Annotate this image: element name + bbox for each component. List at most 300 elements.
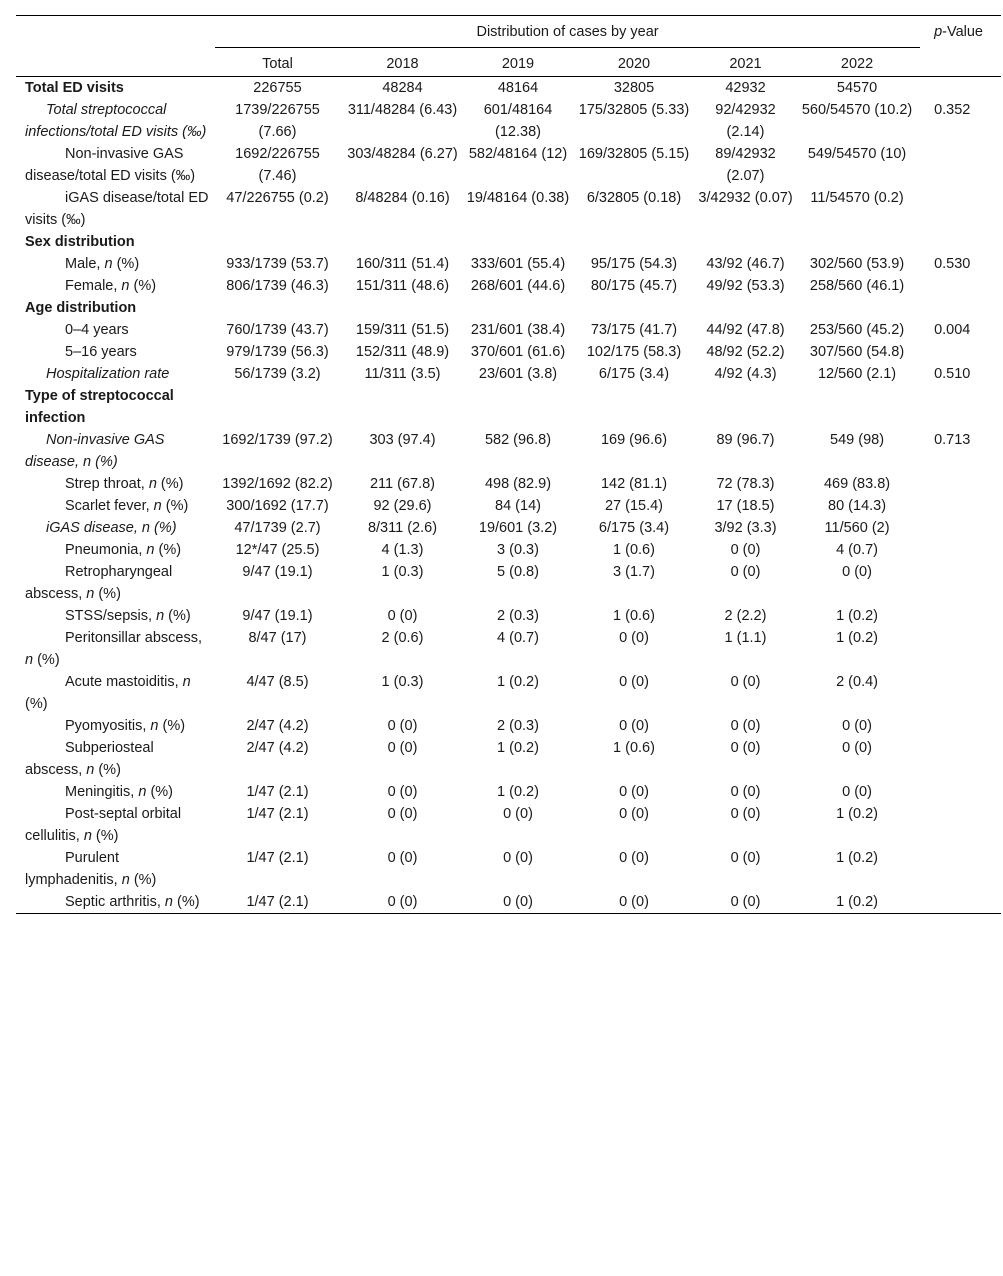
cell-value: 2/47 (4.2) xyxy=(246,740,309,756)
table-row xyxy=(16,803,1001,847)
cell-value: 44/92 (47.8) xyxy=(706,322,785,338)
row-label xyxy=(16,143,215,187)
cell-value: 303 (97.4) xyxy=(369,432,436,448)
cell-value: 47/226755 (0.2) xyxy=(226,190,329,206)
cell-value: 72 (78.3) xyxy=(716,476,775,492)
table-row xyxy=(16,143,1001,187)
table-row xyxy=(16,253,1001,275)
cell-value: 27 (15.4) xyxy=(604,498,664,514)
cell-value: 2 (0.6) xyxy=(381,630,424,646)
cell-value: 0 (0) xyxy=(730,806,761,822)
cell-value: 89 (96.7) xyxy=(716,432,775,448)
row-label xyxy=(16,341,215,363)
cell-value: 2 (0.4) xyxy=(836,674,878,690)
col-header-2019: 2019 xyxy=(465,48,571,77)
table-row xyxy=(16,385,1001,429)
cell-pvalue: 0.352 xyxy=(934,102,971,118)
header-blank-2 xyxy=(16,48,215,77)
cell-value: 54570 xyxy=(836,80,878,96)
cell-value: 1/47 (2.1) xyxy=(246,850,309,866)
cell-pvalue xyxy=(920,539,1001,561)
cell-value xyxy=(571,231,697,253)
cell-value xyxy=(340,231,465,253)
cell-value: 23/601 (3.8) xyxy=(478,366,558,382)
row-label-text: Scarlet fever, xyxy=(65,498,154,514)
col-header-2021: 2021 xyxy=(697,48,794,77)
row-label-text: Hospitalization rate xyxy=(46,366,170,382)
cell-pvalue xyxy=(920,77,1001,100)
table-body xyxy=(16,77,1001,914)
row-label-n: n xyxy=(104,256,113,272)
row-label xyxy=(16,275,215,297)
row-label-suffix: (%) xyxy=(91,828,119,844)
cell-value xyxy=(465,231,571,253)
cell-value: 1/47 (2.1) xyxy=(246,784,309,800)
cell-value: 1 (0.6) xyxy=(613,542,655,558)
row-label xyxy=(16,715,215,737)
row-label-text: Purulent lymphadenitis, xyxy=(25,850,122,888)
cell-value: 0 (0) xyxy=(503,850,533,866)
cell-value: 1/47 (2.1) xyxy=(246,806,309,822)
row-label-n: n xyxy=(141,520,150,536)
cell-value: 582 (96.8) xyxy=(484,432,552,448)
cell-value: 160/311 (51.4) xyxy=(355,256,450,272)
cell-value: 226755 xyxy=(253,80,302,96)
table-row xyxy=(16,275,1001,297)
cell-value: 300/1692 (17.7) xyxy=(226,498,329,514)
cell-pvalue: 0.510 xyxy=(934,366,971,382)
cell-value: 3/92 (3.3) xyxy=(714,520,777,536)
row-label-text: Non-invasive GAS disease/total ED visits (‰) xyxy=(25,146,196,184)
table-row xyxy=(16,495,1001,517)
row-label-n: n xyxy=(25,652,34,668)
cell-value xyxy=(794,385,920,429)
row-label-n: n xyxy=(156,608,165,624)
cell-value: 2 (2.2) xyxy=(724,608,767,624)
row-label-n: n xyxy=(83,828,92,844)
row-label-text: Sex distribution xyxy=(25,234,135,250)
cell-value: 0 (0) xyxy=(503,806,533,822)
cell-pvalue xyxy=(920,561,1001,605)
cell-value: 0 (0) xyxy=(730,542,761,558)
cell-value: 1 (0.6) xyxy=(613,740,655,756)
cell-value: 3/42932 (0.07) xyxy=(698,190,793,206)
cell-value: 1392/1692 (82.2) xyxy=(222,476,333,492)
cell-value: 0 (0) xyxy=(730,850,761,866)
cell-value: 47/1739 (2.7) xyxy=(234,520,321,536)
pvalue-italic: p xyxy=(934,24,943,40)
cell-value: 169 (96.6) xyxy=(600,432,668,448)
cell-value: 175/32805 (5.33) xyxy=(578,102,690,118)
cell-value: 0 (0) xyxy=(387,784,418,800)
cell-value: 582/48164 (12) xyxy=(468,146,568,162)
row-label-text: Meningitis, xyxy=(65,784,139,800)
cell-value: 3 (1.7) xyxy=(613,564,655,580)
cell-value: 806/1739 (46.3) xyxy=(226,278,329,294)
cell-value: 211 (67.8) xyxy=(369,476,436,492)
row-label xyxy=(16,539,215,561)
cell-value: 12*/47 (25.5) xyxy=(235,542,320,558)
col-header-2018: 2018 xyxy=(340,48,465,77)
cell-value: 498 (82.9) xyxy=(484,476,552,492)
row-label-n: n xyxy=(121,278,130,294)
cell-value: 11/54570 (0.2) xyxy=(810,190,904,206)
row-label-n: n xyxy=(148,476,157,492)
cell-pvalue xyxy=(920,627,1001,671)
row-label xyxy=(16,187,215,231)
table-row xyxy=(16,517,1001,539)
row-label-n: n xyxy=(146,542,155,558)
cell-value: 84 (14) xyxy=(495,498,541,514)
cell-value: 0 (0) xyxy=(387,806,418,822)
cell-value: 0 (0) xyxy=(340,891,465,914)
table-row xyxy=(16,363,1001,385)
cell-value: 5 (0.8) xyxy=(497,564,539,580)
cell-value: 4 (1.3) xyxy=(381,542,424,558)
cell-value xyxy=(794,231,920,253)
cell-value: 979/1739 (56.3) xyxy=(226,344,329,360)
cell-value: 0 (0) xyxy=(619,718,649,734)
cell-value: 0 (0) xyxy=(619,674,649,690)
cell-value: 560/54570 (10.2) xyxy=(801,102,913,118)
cell-value: 303/48284 (6.27) xyxy=(347,146,458,162)
data-table xyxy=(16,15,1001,914)
cell-value: 1/47 (2.1) xyxy=(215,891,340,914)
row-label-text: STSS/sepsis, xyxy=(65,608,157,624)
row-label-suffix: (%) xyxy=(173,894,200,910)
table-row xyxy=(16,737,1001,781)
cell-value: 268/601 (44.6) xyxy=(470,278,566,294)
cell-value: 0 (0) xyxy=(730,564,761,580)
cell-value: 4/92 (4.3) xyxy=(714,366,777,382)
cell-value: 253/560 (45.2) xyxy=(809,322,905,338)
cell-value: 0 (0) xyxy=(387,850,418,866)
cell-pvalue xyxy=(920,715,1001,737)
cell-value: 159/311 (51.5) xyxy=(355,322,450,338)
cell-value: 1 (0.6) xyxy=(613,608,655,624)
cell-value: 89/42932 (2.07) xyxy=(715,146,776,184)
row-label-text: 0–4 years xyxy=(65,322,129,338)
cell-value: 8/311 (2.6) xyxy=(367,520,438,536)
table-row xyxy=(16,297,1001,319)
cell-value: 0 (0) xyxy=(730,740,761,756)
col-header-2022: 2022 xyxy=(794,48,920,77)
row-label-suffix: (%) xyxy=(161,498,189,514)
row-label xyxy=(16,891,215,914)
cell-pvalue xyxy=(920,847,1001,891)
row-label xyxy=(16,605,215,627)
pvalue-rest: -Value xyxy=(942,24,983,40)
cell-value: 549 (98) xyxy=(830,432,885,448)
cell-value: 0 (0) xyxy=(387,608,418,624)
cell-pvalue xyxy=(920,671,1001,715)
row-label-n: n xyxy=(164,894,173,910)
cell-value: 1739/226755 (7.66) xyxy=(235,102,320,140)
cell-value: 1 (0.2) xyxy=(497,674,539,690)
row-label-text: Strep throat, xyxy=(65,476,149,492)
cell-value: 19/48164 (0.38) xyxy=(466,190,570,206)
row-label xyxy=(16,737,215,781)
cell-value: 2 (0.3) xyxy=(497,608,539,624)
cell-value: 1 (0.2) xyxy=(836,850,878,866)
header-group-label: Distribution of cases by year xyxy=(215,16,920,48)
row-label xyxy=(16,561,215,605)
cell-value: 0 (0) xyxy=(619,806,649,822)
row-label-suffix: (%) xyxy=(129,278,157,294)
row-label-n: n xyxy=(86,586,95,602)
cell-value: 302/560 (53.9) xyxy=(809,256,905,272)
cell-value: 4 (0.7) xyxy=(836,542,878,558)
cell-pvalue xyxy=(920,495,1001,517)
cell-pvalue xyxy=(920,803,1001,847)
cell-value: 0 (0) xyxy=(387,740,418,756)
cell-value: 231/601 (38.4) xyxy=(470,322,566,338)
cell-pvalue xyxy=(920,781,1001,803)
cell-value: 9/47 (19.1) xyxy=(242,564,313,580)
cell-value: 469 (83.8) xyxy=(823,476,891,492)
cell-value: 56/1739 (3.2) xyxy=(234,366,321,382)
cell-value: 3 (0.3) xyxy=(497,542,539,558)
table-row xyxy=(16,231,1001,253)
cell-pvalue xyxy=(920,187,1001,231)
cell-value: 48164 xyxy=(497,80,539,96)
cell-value: 80 (14.3) xyxy=(828,498,887,514)
row-label-suffix: (%) xyxy=(94,762,121,778)
cell-value: 0 (0) xyxy=(619,784,649,800)
cell-value: 17 (18.5) xyxy=(716,498,775,514)
cell-value: 0 (0) xyxy=(619,630,649,646)
row-label-text: Non-invasive GAS disease, xyxy=(25,432,165,470)
cell-pvalue xyxy=(920,297,1001,319)
row-label-n: n xyxy=(153,498,162,514)
col-header-2020: 2020 xyxy=(571,48,697,77)
row-label-text: Septic arthritis, xyxy=(65,894,165,910)
row-label-suffix: (%) xyxy=(94,586,121,602)
cell-value xyxy=(794,297,920,319)
cell-pvalue xyxy=(920,275,1001,297)
row-label xyxy=(16,671,215,715)
table-row xyxy=(16,187,1001,231)
row-label xyxy=(16,781,215,803)
row-label-suffix: (%) xyxy=(112,256,140,272)
cell-value: 370/601 (61.6) xyxy=(470,344,566,360)
cell-value xyxy=(571,385,697,429)
row-label-text: Pneumonia, xyxy=(65,542,147,558)
cell-value: 1692/1739 (97.2) xyxy=(222,432,333,448)
row-label xyxy=(16,297,215,319)
row-label-text: Female, xyxy=(65,278,122,294)
cell-value: 48284 xyxy=(382,80,423,96)
cell-value xyxy=(215,385,340,429)
row-label-text: Total streptococcal infections/total ED visits (‰) xyxy=(25,102,207,140)
cell-value: 1 (0.2) xyxy=(836,630,878,646)
cell-value: 2 (0.3) xyxy=(497,718,539,734)
cell-value xyxy=(697,297,794,319)
cell-value xyxy=(215,231,340,253)
cell-value: 1 (0.2) xyxy=(836,806,878,822)
cell-value: 1 (0.2) xyxy=(497,740,539,756)
row-label-suffix: (%) xyxy=(156,476,184,492)
cell-value: 0 (0) xyxy=(730,718,761,734)
cell-pvalue xyxy=(920,231,1001,253)
cell-value: 0 (0) xyxy=(571,891,697,914)
cell-value: 1 (0.2) xyxy=(497,784,539,800)
cell-pvalue xyxy=(920,517,1001,539)
col-header-total: Total xyxy=(215,48,340,77)
table-row xyxy=(16,99,1001,143)
cell-pvalue: 0.004 xyxy=(934,322,971,338)
cell-value: 0 (0) xyxy=(842,740,872,756)
cell-value: 0 (0) xyxy=(842,718,872,734)
cell-value: 32805 xyxy=(613,80,655,96)
table-row xyxy=(16,539,1001,561)
cell-value: 92 (29.6) xyxy=(373,498,432,514)
cell-pvalue xyxy=(920,737,1001,781)
row-label-text: iGAS disease, xyxy=(46,520,142,536)
row-label-n: n xyxy=(182,674,191,690)
row-label-text: 5–16 years xyxy=(65,344,137,360)
row-label-text: iGAS disease/total ED visits (‰) xyxy=(25,190,209,228)
cell-value: 48/92 (52.2) xyxy=(706,344,785,360)
cell-value: 6/175 (3.4) xyxy=(598,366,670,382)
cell-value: 9/47 (19.1) xyxy=(242,608,313,624)
cell-value: 95/175 (54.3) xyxy=(590,256,678,272)
row-label-suffix: (%) xyxy=(33,652,60,668)
cell-pvalue xyxy=(920,385,1001,429)
header-blank-3 xyxy=(920,48,1001,77)
cell-value xyxy=(465,297,571,319)
cell-value: 258/560 (46.1) xyxy=(809,278,905,294)
cell-value: 80/175 (45.7) xyxy=(590,278,678,294)
cell-value xyxy=(571,297,697,319)
cell-value: 0 (0) xyxy=(842,564,872,580)
row-label-suffix: (%) xyxy=(146,784,174,800)
cell-value: 11/311 (3.5) xyxy=(364,366,441,382)
row-label-text: Post-septal orbital cellulitis, xyxy=(25,806,182,844)
table-row xyxy=(16,473,1001,495)
cell-value: 933/1739 (53.7) xyxy=(226,256,329,272)
cell-value: 4 (0.7) xyxy=(497,630,539,646)
cell-value: 6/32805 (0.18) xyxy=(586,190,682,206)
cell-value xyxy=(215,297,340,319)
row-label xyxy=(16,385,215,429)
row-label-text: Retropharyngeal abscess, xyxy=(25,564,173,602)
cell-value: 8/47 (17) xyxy=(248,630,307,646)
cell-value: 601/48164 (12.38) xyxy=(483,102,553,140)
row-label-suffix: (%) xyxy=(158,718,186,734)
row-label-suffix: (%) xyxy=(25,696,48,712)
row-label xyxy=(16,231,215,253)
table-row xyxy=(16,341,1001,363)
cell-value: 49/92 (53.3) xyxy=(706,278,785,294)
table-row xyxy=(16,627,1001,671)
table-row xyxy=(16,781,1001,803)
row-label-text: Subperiosteal abscess, xyxy=(25,740,154,778)
row-label-text: Total ED visits xyxy=(25,80,124,96)
cell-value: 1692/226755 (7.46) xyxy=(235,146,320,184)
cell-value: 2/47 (4.2) xyxy=(246,718,309,734)
row-label-n: n xyxy=(138,784,147,800)
table-row xyxy=(16,715,1001,737)
cell-pvalue xyxy=(920,341,1001,363)
cell-value: 0 (0) xyxy=(387,718,418,734)
cell-value: 73/175 (41.7) xyxy=(590,322,678,338)
cell-pvalue xyxy=(920,143,1001,187)
table-row xyxy=(16,77,1001,100)
row-label-n: n xyxy=(83,454,92,470)
table-row xyxy=(16,891,1001,914)
cell-value: 0 (0) xyxy=(730,674,761,690)
cell-value: 8/48284 (0.16) xyxy=(355,190,450,206)
row-label xyxy=(16,517,215,539)
table-header xyxy=(16,16,1001,77)
row-label-text: Type of streptococcal infection xyxy=(25,388,174,426)
cell-value: 151/311 (48.6) xyxy=(355,278,450,294)
cell-value: 760/1739 (43.7) xyxy=(226,322,329,338)
table-row xyxy=(16,847,1001,891)
cell-value: 6/175 (3.4) xyxy=(598,520,670,536)
table-row xyxy=(16,319,1001,341)
table-row xyxy=(16,671,1001,715)
cell-value: 549/54570 (10) xyxy=(807,146,907,162)
row-label xyxy=(16,253,215,275)
row-label-suffix: (%) xyxy=(164,608,191,624)
row-label-text: Male, xyxy=(65,256,105,272)
cell-pvalue xyxy=(920,605,1001,627)
cell-value: 12/560 (2.1) xyxy=(817,366,897,382)
cell-value: 0 (0) xyxy=(697,891,794,914)
cell-value xyxy=(697,385,794,429)
row-label-n: n xyxy=(150,718,159,734)
cell-value: 92/42932 (2.14) xyxy=(715,102,776,140)
cell-value: 0 (0) xyxy=(619,850,649,866)
header-pvalue xyxy=(920,16,1001,48)
cell-value: 102/175 (58.3) xyxy=(586,344,682,360)
row-label-text: Acute mastoiditis, xyxy=(65,674,183,690)
row-label xyxy=(16,847,215,891)
cell-value: 0 (0) xyxy=(465,891,571,914)
cell-pvalue: 0.713 xyxy=(934,432,971,448)
row-label xyxy=(16,429,215,473)
cell-value: 11/560 (2) xyxy=(824,520,890,536)
cell-pvalue xyxy=(920,891,1001,914)
cell-value xyxy=(697,231,794,253)
row-label xyxy=(16,77,215,100)
cell-value: 1 (0.3) xyxy=(381,674,424,690)
row-label-text: Age distribution xyxy=(25,300,137,316)
row-label-suffix: (%) xyxy=(150,520,177,536)
row-label-suffix: (%) xyxy=(129,872,157,888)
cell-value: 0 (0) xyxy=(842,784,872,800)
cell-value xyxy=(340,297,465,319)
cell-value: 311/48284 (6.43) xyxy=(347,102,458,118)
row-label-text: Peritonsillar abscess, xyxy=(65,630,202,646)
table-row xyxy=(16,561,1001,605)
cell-value: 43/92 (46.7) xyxy=(706,256,785,272)
row-label xyxy=(16,363,215,385)
cell-value: 333/601 (55.4) xyxy=(470,256,566,272)
row-label xyxy=(16,627,215,671)
cell-value: 307/560 (54.8) xyxy=(809,344,905,360)
row-label-n: n xyxy=(121,872,130,888)
cell-value xyxy=(465,385,571,429)
row-label xyxy=(16,319,215,341)
row-label xyxy=(16,99,215,143)
cell-value: 0 (0) xyxy=(730,784,761,800)
cell-value: 169/32805 (5.15) xyxy=(578,146,690,162)
cell-value: 1 (0.3) xyxy=(381,564,424,580)
cell-value: 152/311 (48.9) xyxy=(355,344,450,360)
